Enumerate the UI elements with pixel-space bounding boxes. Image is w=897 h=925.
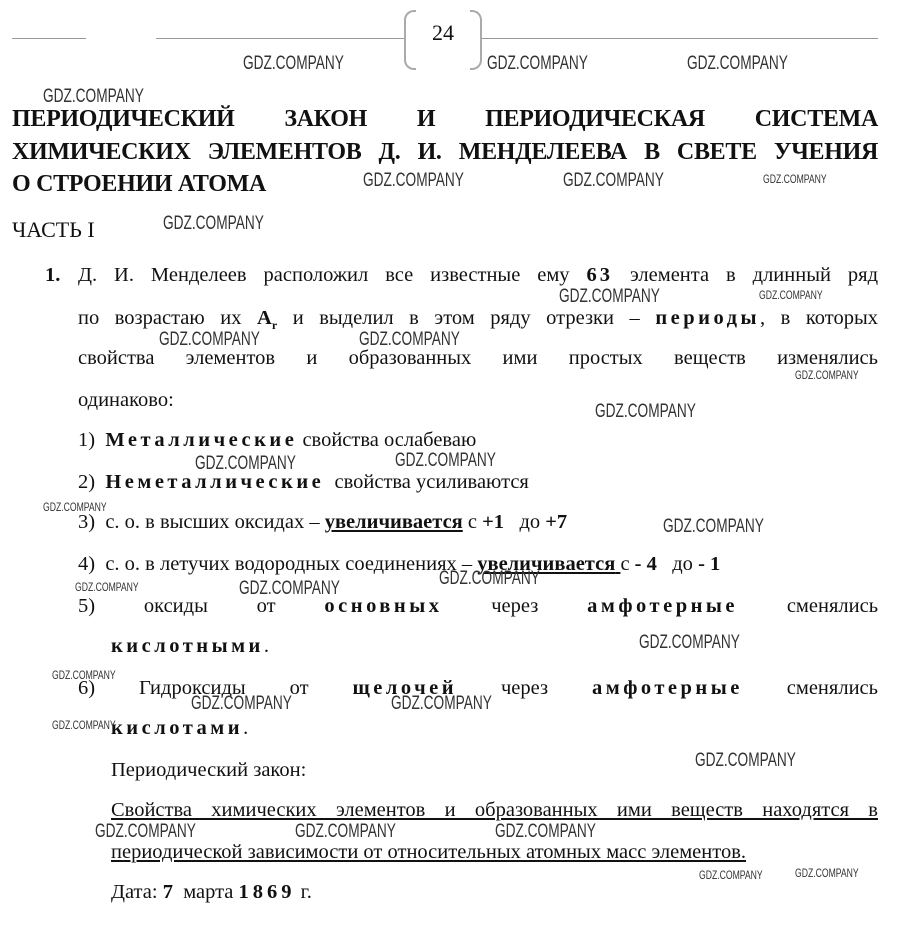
watermark: GDZ.COMPANY xyxy=(363,170,464,191)
watermark: GDZ.COMPANY xyxy=(663,516,764,537)
watermark: GDZ.COMPANY xyxy=(495,821,596,842)
watermark: GDZ.COMPANY xyxy=(763,172,827,186)
chapter-title-line-1: ПЕРИОДИЧЕСКИЙ ЗАКОН И ПЕРИОДИЧЕСКАЯ СИСТЕМА xyxy=(12,106,878,132)
watermark: GDZ.COMPANY xyxy=(195,453,296,474)
watermark: GDZ.COMPANY xyxy=(563,170,664,191)
watermark: GDZ.COMPANY xyxy=(75,580,139,594)
watermark: GDZ.COMPANY xyxy=(359,329,460,350)
watermark: GDZ.COMPANY xyxy=(439,568,540,589)
watermark: GDZ.COMPANY xyxy=(52,668,116,682)
list-item-1: 1) Металлические свойства ослабеваю xyxy=(78,429,477,451)
chapter-title-line-3: О СТРОЕНИИ АТОМА xyxy=(12,171,266,197)
watermark: GDZ.COMPANY xyxy=(52,718,116,732)
watermark: GDZ.COMPANY xyxy=(487,53,588,74)
watermark: GDZ.COMPANY xyxy=(391,693,492,714)
watermark: GDZ.COMPANY xyxy=(95,821,196,842)
header-rule xyxy=(156,38,404,39)
law-line-2: периодической зависимости от относительных атомных масс элементов. xyxy=(111,841,746,863)
watermark: GDZ.COMPANY xyxy=(243,53,344,74)
task-line-2: по возрастаю их $A_r$ и выделил в этом ряду отрезки – периоды, в которых xyxy=(78,307,878,333)
watermark: GDZ.COMPANY xyxy=(163,213,264,234)
page-number: 24 xyxy=(432,20,454,45)
list-item-4: 4) с. о. в летучих водородных соединениях – увеличивается с - 4 до - 1 xyxy=(78,553,721,575)
watermark: GDZ.COMPANY xyxy=(639,632,740,653)
watermark: GDZ.COMPANY xyxy=(395,450,496,471)
part-heading: ЧАСТЬ I xyxy=(12,217,95,242)
task-line-4: одинаково: xyxy=(78,389,174,411)
task-line-3: свойства элементов и образованных ими простых веществ изменялись xyxy=(78,347,878,369)
watermark: GDZ.COMPANY xyxy=(43,86,144,107)
header-rule xyxy=(482,38,878,39)
page-number-box xyxy=(404,10,482,66)
law-line-1: Свойства химических элементов и образованных ими веществ находятся в xyxy=(111,799,878,821)
list-item-5: 5) оксиды от основных через амфотерные сменялись xyxy=(78,595,879,617)
watermark: GDZ.COMPANY xyxy=(559,286,660,307)
date-line: Дата: 7 марта 1869 г. xyxy=(111,881,312,903)
list-item-6-cont: кислотами. xyxy=(111,717,249,739)
watermark: GDZ.COMPANY xyxy=(239,578,340,599)
list-item-2: 2) Неметаллические свойства усиливаются xyxy=(78,471,529,493)
watermark: GDZ.COMPANY xyxy=(759,288,823,302)
task-number: 1. xyxy=(45,264,61,286)
watermark: GDZ.COMPANY xyxy=(159,329,260,350)
task-line-1: Д. И. Менделеев расположил все известные ему 63 элемента в длинный ряд xyxy=(78,264,879,286)
header-rule xyxy=(12,38,86,39)
watermark: GDZ.COMPANY xyxy=(43,500,107,514)
list-item-5-cont: кислотными. xyxy=(111,635,269,657)
watermark: GDZ.COMPANY xyxy=(595,401,696,422)
watermark: GDZ.COMPANY xyxy=(795,866,859,880)
watermark: GDZ.COMPANY xyxy=(295,821,396,842)
list-item-6: 6) Гидроксиды от щелочей через амфотерные сменялись xyxy=(78,677,878,699)
chapter-title-line-2: ХИМИЧЕСКИХ ЭЛЕМЕНТОВ Д. И. МЕНДЕЛЕЕВА В СВЕТЕ УЧЕНИЯ xyxy=(12,139,878,165)
watermark: GDZ.COMPANY xyxy=(687,53,788,74)
law-label: Периодический закон: xyxy=(111,759,307,781)
watermark: GDZ.COMPANY xyxy=(191,693,292,714)
watermark: GDZ.COMPANY xyxy=(795,368,859,382)
watermark: GDZ.COMPANY xyxy=(699,868,763,882)
watermark: GDZ.COMPANY xyxy=(695,750,796,771)
list-item-3: 3) с. о. в высших оксидах – увеличивается с +1 до +7 xyxy=(78,511,568,533)
